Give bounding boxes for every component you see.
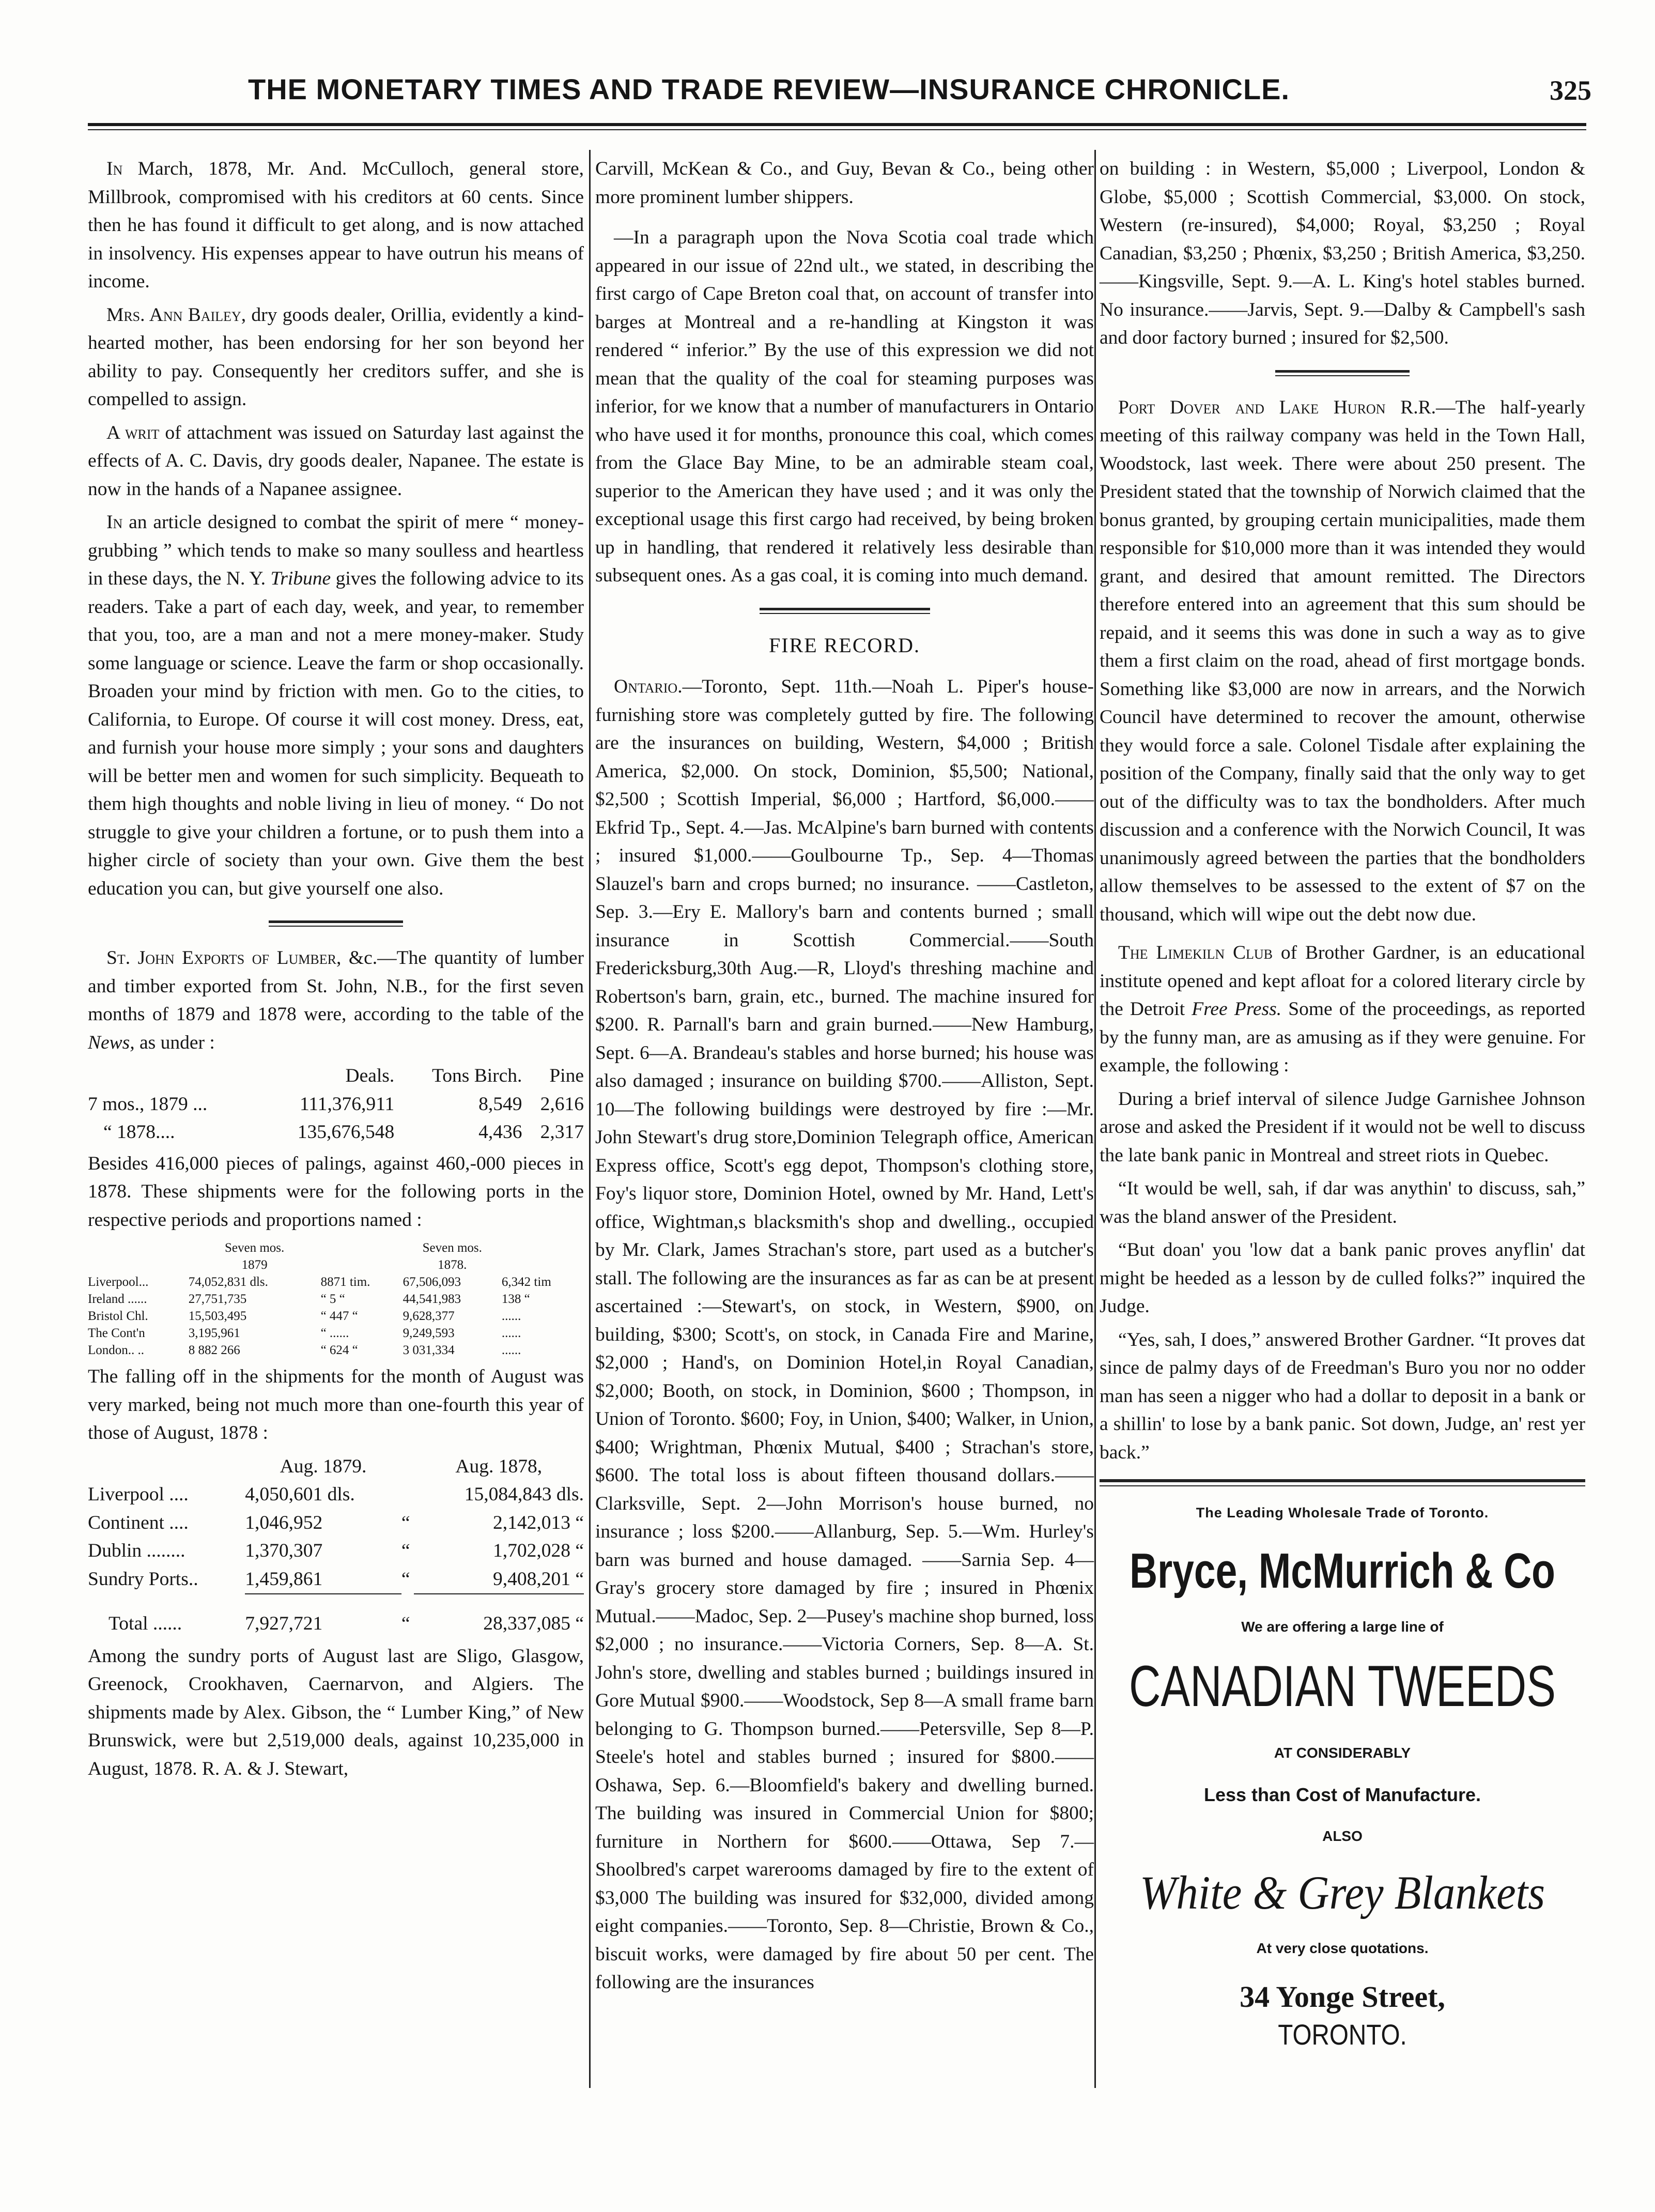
table-cell: 3,195,961 [188,1326,240,1340]
ports-table [88,1239,584,1359]
table-cell: 27,751,735 [188,1292,247,1306]
publication-title: THE MONETARY TIMES AND TRADE REVIEW—INSURANCE CHRONICLE. [248,73,1290,105]
table-cell: Bristol Chl. [88,1309,148,1323]
lead-in: A writ [106,422,160,443]
news-title: News, [88,1032,135,1053]
ad-considerably: AT CONSIDERABLY [1274,1745,1411,1761]
ad-firm-name: Bryce, McMurrich & Co [1130,1543,1555,1599]
paragraph-money-grubbing [88,509,584,903]
table-cell: 135,676,548 [297,1122,395,1143]
paragraph-lumber-shippers: Carvill, McKean & Co., and Guy, Bevan & Co., being other more prominent lumber shippers. [595,158,1094,208]
table-cell: 138 “ [501,1292,530,1306]
table-cell: 2,616 [540,1093,584,1115]
table-header-cell [401,1453,414,1481]
body-text: of attachment was issued on Saturday last against the effects of A. C. Davis, dry goods dealer, Napanee. The estate is now in the hands of a Napanee assignee. [88,422,584,500]
table-cell: 74,052,831 dls. [188,1275,268,1289]
table-cell: 2,317 [540,1122,584,1143]
table-header-cell: Seven mos. [225,1241,285,1255]
table-header-cell: Pine [549,1065,584,1086]
paragraph-port-dover [1100,394,1585,929]
table-row [88,1308,584,1325]
table-cell: 28,337,085 “ [414,1594,584,1638]
table-cell: 67,506,093 [403,1275,461,1289]
lumber-table [88,1062,584,1147]
lead-in: Mrs. Ann Bailey, [106,304,246,326]
paragraph-sundry-ports: Among the sundry ports of August last are Sligo, Glasgow, Greenock, Crookhaven, Caernarvon, and Algiers. The shipments made by Alex. Gibson, the “ Lumber King,” of New Brunswick, were but 2,519,000 deals, against 10,235,000 in August, 1878. R. A. & J. Stewart, [88,1645,584,1779]
table-cell: “ 447 “ [320,1309,358,1323]
paragraph-bailey [88,301,584,414]
body-text: —Toronto, Sept. 11th.—Noah L. Piper's house-furnishing store was completely gutted by fire. The following are the insurances on building, Western, $4,000 ; British America, $2,000. On stock, Dominion, $5,500; National, $2,500 ; Scottish Imperial, $6,000 ; Hartford, $6,000.——Ekfrid Tp., Sept. 4.—Jas. McAlpine's barn burned with contents ; insured $1,000.——Goulbourne Tp., Sep. 4—Thomas Slauzel's barn and crops burned; no insurance. ——Castleton, Sep. 3.—Ery E. Mallory's barn and contents burned ; small insurance in Scottish Commercial.——South Fredericksburg,30th Aug.—R, Lloyd's threshing machine and Robertson's barn, grain, etc., burned. The machine insured for $200. R. Parnall's barn and grain burned.——New Hamburg, Sept. 6—A. Brandeau's stables and horse burned; his house was also damaged ; insurance on building $700.——Alliston, Sept. 10—The following buildings were destroyed by fire :—Mr. John Stewart's drug store,Dominion Telegraph office, American Express office, Scott's egg depot, Thompson's clothing store, Foy's liquor store, Dominion Hotel, owned by Mr. Hand, Lett's office, Wightman,s blacksmith's shop and dwelling., occupied by Mr. Clark, James Strachan's store, part used as a butcher's stall. The following are the insurances as far as can be at present ascertained :—Stewart's, on stock, in Western, $900, on building, $300; Scott's, on stock, in Canada Fire and Marine, $2,000 ; Hand's, on Dominion Hotel,in Royal Canadian, $2,000; Booth, on stock, in Dominion, $600 ; Thompson, in Union of Toronto. $600; Foy, in Union, $400; Walker, in Union, $400; Wrightman, Phœnix Mutual, $400 ; Strachan's store, $600. The total loss is about fifteen thousand dollars.——Clarksville, Sept. 2—John Morrison's house burned, no insurance ; loss $200.——Allanburg, Sep. 5.—Wm. Hurley's barn was burned and house damaged. ——Sarnia Sep. 4—Gray's grocery store damaged by fire ; insured in Phœnix Mutual.——Madoc, Sep. 2—Pusey's machine shop burned, loss $2,000 ; no insurance.——Victoria Corners, Sep. 8—A. St. John's store, dwelling and stables burned ; buildings insured in Gore Mutual $900.——Woodstock, Sep 8—A small frame barn belonging to G. Thompson burned.——Petersville, Sep 8—P. Steele's hotel and stables burned ; insured for $800.——Oshawa, Sep. 6.—Bloomfield's bakery and dwelling burned. The building was insured in Commercial Union for $800; furniture in Northern for $600.——Ottawa, Sep 7.—Shoolbred's carpet warerooms damaged by fire to the extent of $3,000 The building was insured for $32,000, divided among eight companies.——Toronto, Sep. 8—Christie, Brown & Co., biscuit works, were damaged by fire about 50 per cent. The following are the insurances [595,676,1094,1993]
page-header [83,67,1591,119]
advertisement [1100,1499,1585,2049]
paragraph-judge-question: “But doan' you 'low dat a bank panic proves anyflin' dat might be heeded as a lesson by de culled folks?” inquired the Judge. [1100,1239,1585,1317]
paragraph-insurances-continued: on building : in Western, $5,000 ; Liverpool, London & Globe, $5,000 ; Scottish Commercial, $3,000. On stock, Western (re-insured), $4,000; Royal, $3,250 ; Royal Canadian, $3,250 ; Phœnix, $3,250 ; British America, $3,250.——Kingsville, Sept. 9.—A. L. King's hotel stables burned. No insurance.——Jarvis, Sept. 9.—Dalby & Campbell's sash and door factory burned ; insured for $2,500. [1100,158,1585,348]
body-text: Some of the proceedings, as reported by the funny man, are as amusing as if they were genuine. For example, the following : [1100,999,1586,1076]
column-3 [1100,155,1585,2049]
column-2 [595,155,1094,2002]
ad-blankets: White & Grey Blankets [1139,1866,1545,1919]
table-cell: “ [401,1512,410,1533]
table-row [88,1481,584,1509]
table-header-cell [88,1062,257,1090]
table-header-row [88,1062,584,1090]
table-cell: Liverpool... [88,1275,149,1289]
table-cell: Sundry Ports.. [88,1569,198,1590]
paragraph-limekiln [1100,939,1585,1080]
table-cell: Ireland ...... [88,1292,147,1306]
table-cell: 44,541,983 [403,1292,461,1306]
body-text: —The half-yearly meeting of this railway company was held in the Town Hall, Woodstock, last week. There were about 250 present. The President stated that the township of Norwich claimed that the bonus granted, by grouping certain municipalities, made them responsible for $10,000 more than it was intended they would grant, and desired that amount remitted. The Directors therefore entered into an agreement that this sum should be repaid, and it seems this was done in such a way as to give them a first claim on the road, ahead of first mortgage bonds. Something like $3,000 are now in arrears, and the Norwich Council have determined to recover the amount, otherwise they would force a sale. Colonel Tisdale after explaining the position of the Company, finally said that the only way to get out of the difficulty was to tax the bondholders. After much discussion and a conference with the Norwich Council, It was unanimously agreed between the parties that the bondholders allow themselves to be assessed to the extent of $7 on the thousand, which will wipe out the debt now due. [1100,396,1585,925]
paragraph-fire-record [595,673,1094,1997]
paragraph-president-answer: “It would be well, sah, if dar was anythin' to discuss, sah,” was the bland answer of the President. [1100,1178,1585,1227]
paragraph-writ [88,419,584,504]
august-table [88,1453,584,1638]
table-row [88,1118,584,1147]
fire-record-heading: FIRE RECORD. [769,633,920,657]
table-row [88,1325,584,1342]
table-cell: 7 mos., 1879 ... [88,1093,208,1115]
table-row [88,1273,584,1291]
lead-in: In [106,158,123,179]
ad-city: TORONTO. [1278,2018,1407,2051]
ad-also: ALSO [1322,1828,1363,1844]
table-cell: ...... [501,1326,521,1340]
ad-heading: The Leading Wholesale Trade of Toronto. [1196,1505,1489,1520]
table-cell: 6,342 tim [501,1275,551,1289]
table-header-cell: Aug. 1879. [280,1455,367,1477]
table-header-cell: Tons Birch. [431,1065,522,1086]
table-cell: 4,436 [478,1122,522,1143]
column-divider-2 [1094,150,1096,2088]
table-cell: “ 1878.... [103,1122,175,1143]
lead-in: Ontario. [614,676,683,697]
free-press-title: Free Press. [1192,999,1282,1020]
table-cell: ...... [501,1343,521,1357]
header-rule [88,123,1586,126]
table-cell: 1,459,861 [245,1568,323,1590]
table-cell: 9,408,201 “ [492,1568,584,1590]
table-row [88,1537,584,1565]
page-number: 325 [1550,75,1591,106]
table-cell: Liverpool .... [88,1484,189,1505]
table-cell: “ ...... [320,1326,349,1340]
table-cell: Continent .... [88,1512,189,1533]
table-cell: 1,046,952 [245,1512,323,1533]
table-header-cell: Aug. 1878, [455,1455,543,1477]
table-row [88,1291,584,1308]
body-text: &c.—The quantity of lumber and timber exported from St. John, N.B., for the first seven months of 1879 and 1878 were, according to the table of the [88,947,584,1025]
lead-in: Port Dover and Lake Huron R.R. [1118,396,1436,418]
table-header-cell: 1878. [438,1258,467,1272]
table-cell: 111,376,911 [299,1093,395,1115]
table-cell: 4,050,601 dls. [245,1484,355,1505]
paragraph-judge-garnishee: During a brief interval of silence Judge Garnishee Johnson arose and asked the President if it would not be well to discuss the late bank panic in Montreal and street riots in Quebec. [1100,1088,1585,1166]
table-row [88,1509,584,1538]
table-cell: Total ...... [109,1612,182,1634]
table-cell: 2,142,013 “ [492,1512,584,1533]
ad-product: CANADIAN TWEEDS [1128,1654,1556,1718]
table-cell: “ [401,1612,410,1634]
table-header-cell: 1879 [241,1258,268,1272]
paragraph-gardner-answer: “Yes, sah, I does,” answered Brother Gardner. “It proves dat since de palmy days of de Freedman's Buro you nor no odder man has seen a nigger who had a dollar to deposit in a bank or a shillin' to lose by a bank panic. Sot down, Judge, an' rest yer back.” [1100,1329,1585,1463]
ad-street-address: 34 Yonge Street, [1240,1980,1445,2014]
body-text: dry goods dealer, Orillia, evidently a kind-hearted mother, has been endorsing for her son beyond her ability to pay. Consequently her creditors suffer, and she is compelled to assign. [88,304,584,410]
ad-less-than-cost: Less than Cost of Manufacture. [1203,1784,1481,1805]
advertisement-rule [1100,1479,1585,1486]
paragraph-palings: Besides 416,000 pieces of palings, against 460,-000 pieces in 1878. These shipments were for the following ports in the respective periods and proportions named : [88,1153,584,1231]
table-cell: The Cont'n [88,1326,145,1340]
ad-quotations: At very close quotations. [1256,1940,1429,1956]
body-text: an article designed to combat the spirit of mere “ money-grubbing ” which tends to make so many soulless and heartless in these days, the N. Y. [88,512,584,589]
table-cell: 8 882 266 [188,1343,240,1357]
body-text: gives the following advice to its readers. Take a part of each day, week, and year, to remember that you, too, are a man and not a mere money-maker. Study some language or science. Leave the farm or shop occasionally. Broaden your mind by friction with men. Go to the cities, to California, to Europe. Of course it will cost money. Dress, eat, and furnish your house more simply ; your sons and daughters will be better men and women for such simplicity. Bequeath to them high thoughts and noble living in lieu of money. “ Do not struggle to give your children a fortune, or to push them into a higher circle of society than your own. Give them the best education you can, but give yourself one also. [88,568,584,899]
column-1 [88,155,584,1788]
ad-offer-text: We are offering a large line of [1241,1618,1444,1635]
table-cell: “ 5 “ [320,1292,345,1306]
table-cell: 7,927,721 [245,1594,401,1638]
table-header-row [88,1453,584,1481]
paragraph-august: The falling off in the shipments for the month of August was very marked, being not much more than one-fourth this year of those of August, 1878 : [88,1366,584,1443]
body-text: of Brother Gardner, is an educational institute opened and kept afloat for a colored literary circle by the Detroit [1100,942,1586,1020]
column-divider-1 [589,150,591,2088]
table-header-cell: Seven mos. [422,1241,482,1255]
table-cell [401,1481,414,1509]
section-separator [269,920,403,927]
paragraph-lumber-exports [88,944,584,1057]
table-cell: 9,249,593 [403,1326,455,1340]
table-cell: 9,628,377 [403,1309,455,1323]
table-cell: London.. .. [88,1343,145,1357]
table-cell: 15,503,495 [188,1309,247,1323]
table-cell: 15,084,843 dls. [464,1484,584,1505]
paragraph-nova-scotia-coal: —In a paragraph upon the Nova Scotia coal trade which appeared in our issue of 22nd ult., we stated, in describing the first cargo of Cape Breton coal that, on account of transfer into barges at Montreal and a re-handling at Kingston it was rendered “ inferior.” By the use of this expression we did not mean that the quality of the coal for steaming purposes was inferior, for we know that a number of manufacturers in Ontario who have used it for months, pronounce this coal, which comes from the Glace Bay Mine, to be an admirable steam coal, superior to the American they have used ; and it was only the exceptional usage this first cargo had received, by being broken up in handling, that rendered it relatively less desirable than subsequent ones. As a gas coal, it is coming into much demand. [595,227,1094,586]
section-separator [760,608,930,614]
table-header-cell: Deals. [345,1065,395,1086]
paragraph-mcculloch [88,155,584,296]
body-text: March, 1878, Mr. And. McCulloch, general store, Millbrook, compromised with his creditors at 60 cents. Since then he has found it difficult to get along, and is now attached in insolvency. His expenses appear to have outrun his means of income. [88,158,584,292]
body-text: as under : [140,1032,215,1053]
section-separator [1275,370,1410,376]
table-row [88,1342,584,1359]
table-cell: 3 031,334 [403,1343,455,1357]
table-cell: 8871 tim. [320,1275,370,1289]
tribune-title: Tribune [270,568,331,589]
table-cell: ...... [501,1309,521,1323]
table-cell: “ [401,1540,410,1561]
lead-in: St. John Exports of Lumber, [106,947,342,969]
table-total-row [88,1594,584,1638]
header-rule-thin [88,129,1586,130]
table-row [88,1565,584,1594]
table-header-cell [88,1453,245,1481]
lead-in: The Limekiln Club [1118,942,1273,963]
table-cell: “ [401,1569,410,1590]
table-cell: 8,549 [478,1093,522,1115]
table-cell: 1,702,028 “ [492,1540,584,1561]
table-row [88,1090,584,1119]
table-cell: Dublin ........ [88,1540,185,1561]
table-header-row [88,1256,584,1273]
lead-in: In [106,512,123,533]
table-cell: “ 624 “ [320,1343,358,1357]
table-header-row [88,1239,584,1256]
table-cell: 1,370,307 [245,1540,323,1561]
